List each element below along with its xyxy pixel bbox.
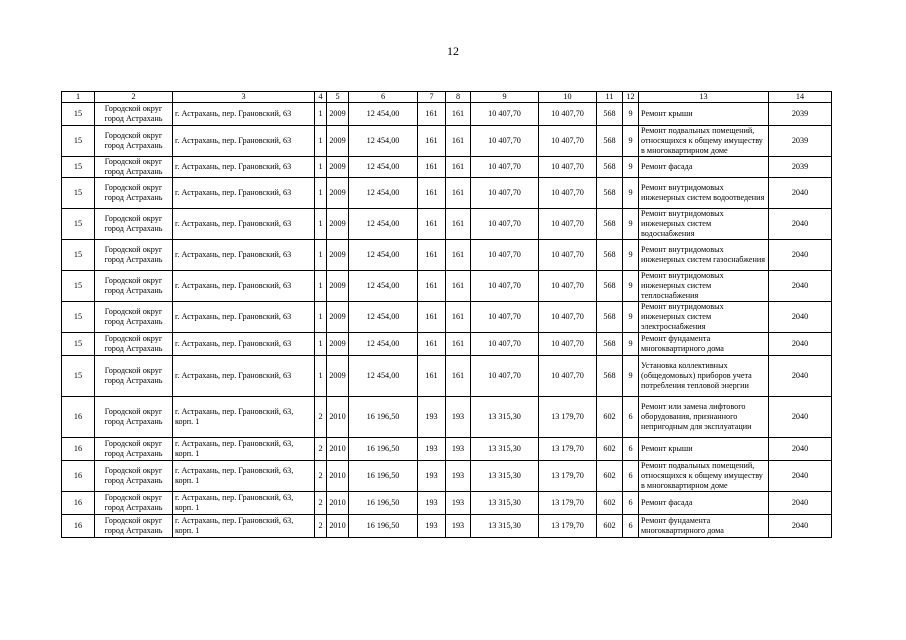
cell-area-residential: 10 407,70 [471,126,539,157]
cell-area-residential: 10 407,70 [471,239,539,270]
cell-row-number: 16 [62,460,95,491]
cell-floors: 6 [623,514,639,537]
cell-municipality: Городской округ город Астрахань [95,332,173,355]
cell-planned-year: 2040 [769,355,832,396]
cell-flats: 602 [597,396,623,437]
cell-planned-year: 2040 [769,437,832,460]
cell-year: 2010 [327,514,349,537]
cell-year: 2009 [327,355,349,396]
cell-planned-year: 2040 [769,177,832,208]
table-row [62,126,832,157]
cell-area-living: 10 407,70 [539,177,597,208]
cell-row-number: 16 [62,396,95,437]
cell-work-type: Ремонт внутридомовых инженерных систем водоснабжения [639,208,769,239]
cell-work-type: Ремонт внутридомовых инженерных систем электроснабжения [639,301,769,332]
cell-area-residential: 10 407,70 [471,355,539,396]
cell-flats: 568 [597,301,623,332]
cell-area-residential: 13 315,30 [471,514,539,537]
cell-premises: 193 [446,514,471,537]
cell-planned-year: 2040 [769,208,832,239]
register-table [61,91,832,538]
cell-residents: 161 [418,355,446,396]
cell-municipality: Городской округ город Астрахань [95,301,173,332]
cell-premises: 161 [446,103,471,126]
cell-planned-year: 2039 [769,126,832,157]
cell-area-living: 10 407,70 [539,301,597,332]
cell-address: г. Астрахань, пер. Грановский, 63 [173,103,315,126]
cell-area-living: 10 407,70 [539,126,597,157]
cell-area-total: 12 454,00 [349,332,418,355]
column-header: 4 [315,92,327,103]
cell-premises: 161 [446,332,471,355]
cell-municipality: Городской округ город Астрахань [95,157,173,178]
cell-work-type: Ремонт внутридомовых инженерных систем газоснабжения [639,239,769,270]
cell-category: 1 [315,332,327,355]
cell-area-living: 13 179,70 [539,396,597,437]
cell-area-residential: 10 407,70 [471,208,539,239]
column-header: 10 [539,92,597,103]
table-row [62,103,832,126]
cell-address: г. Астрахань, пер. Грановский, 63, корп. 1 [173,460,315,491]
cell-residents: 161 [418,270,446,301]
cell-address: г. Астрахань, пер. Грановский, 63, корп. 1 [173,514,315,537]
cell-residents: 193 [418,460,446,491]
cell-year: 2009 [327,103,349,126]
cell-municipality: Городской округ город Астрахань [95,177,173,208]
cell-year: 2010 [327,460,349,491]
cell-category: 1 [315,355,327,396]
cell-floors: 9 [623,270,639,301]
cell-row-number: 15 [62,355,95,396]
cell-year: 2010 [327,437,349,460]
cell-area-living: 10 407,70 [539,332,597,355]
cell-area-total: 12 454,00 [349,177,418,208]
table-row [62,396,832,437]
cell-floors: 9 [623,208,639,239]
cell-area-residential: 13 315,30 [471,396,539,437]
column-header: 8 [446,92,471,103]
cell-row-number: 15 [62,332,95,355]
cell-category: 1 [315,239,327,270]
cell-flats: 568 [597,103,623,126]
cell-area-residential: 13 315,30 [471,491,539,514]
cell-planned-year: 2040 [769,332,832,355]
cell-planned-year: 2040 [769,239,832,270]
cell-residents: 161 [418,208,446,239]
column-header: 12 [623,92,639,103]
cell-work-type: Установка коллективных (общедомовых) приборов учета потребления тепловой энергии [639,355,769,396]
cell-address: г. Астрахань, пер. Грановский, 63, корп. 1 [173,491,315,514]
cell-category: 2 [315,460,327,491]
cell-municipality: Городской округ город Астрахань [95,460,173,491]
cell-residents: 193 [418,514,446,537]
cell-address: г. Астрахань, пер. Грановский, 63, корп. 1 [173,437,315,460]
cell-area-total: 16 196,50 [349,460,418,491]
page-number: 12 [447,44,459,58]
cell-area-residential: 10 407,70 [471,332,539,355]
cell-municipality: Городской округ город Астрахань [95,437,173,460]
header-row [62,92,832,103]
cell-area-total: 12 454,00 [349,126,418,157]
cell-area-residential: 10 407,70 [471,270,539,301]
cell-category: 2 [315,514,327,537]
cell-category: 2 [315,396,327,437]
cell-area-living: 13 179,70 [539,491,597,514]
table-body [62,103,832,538]
cell-residents: 161 [418,126,446,157]
cell-year: 2009 [327,208,349,239]
cell-premises: 161 [446,126,471,157]
cell-premises: 161 [446,355,471,396]
cell-area-total: 12 454,00 [349,239,418,270]
cell-floors: 6 [623,460,639,491]
cell-row-number: 16 [62,514,95,537]
cell-premises: 161 [446,157,471,178]
cell-planned-year: 2040 [769,460,832,491]
cell-area-total: 16 196,50 [349,396,418,437]
cell-category: 1 [315,103,327,126]
cell-municipality: Городской округ город Астрахань [95,103,173,126]
table-row [62,437,832,460]
cell-row-number: 15 [62,103,95,126]
cell-area-total: 16 196,50 [349,491,418,514]
table-row [62,301,832,332]
cell-floors: 6 [623,396,639,437]
cell-area-total: 12 454,00 [349,103,418,126]
cell-residents: 161 [418,301,446,332]
cell-area-residential: 13 315,30 [471,437,539,460]
cell-area-living: 10 407,70 [539,239,597,270]
cell-municipality: Городской округ город Астрахань [95,514,173,537]
cell-area-total: 16 196,50 [349,514,418,537]
cell-year: 2009 [327,270,349,301]
cell-area-residential: 13 315,30 [471,460,539,491]
column-header: 11 [597,92,623,103]
cell-area-living: 13 179,70 [539,437,597,460]
cell-flats: 568 [597,126,623,157]
cell-municipality: Городской округ город Астрахань [95,270,173,301]
cell-residents: 193 [418,491,446,514]
cell-municipality: Городской округ город Астрахань [95,491,173,514]
cell-work-type: Ремонт фундамента многоквартирного дома [639,514,769,537]
column-header: 9 [471,92,539,103]
cell-residents: 161 [418,157,446,178]
cell-year: 2009 [327,157,349,178]
cell-year: 2009 [327,126,349,157]
cell-address: г. Астрахань, пер. Грановский, 63 [173,177,315,208]
cell-area-living: 10 407,70 [539,103,597,126]
cell-category: 2 [315,437,327,460]
cell-area-residential: 10 407,70 [471,301,539,332]
table-row [62,177,832,208]
cell-area-residential: 10 407,70 [471,177,539,208]
cell-municipality: Городской округ город Астрахань [95,208,173,239]
cell-municipality: Городской округ город Астрахань [95,355,173,396]
cell-address: г. Астрахань, пер. Грановский, 63 [173,157,315,178]
table-row [62,460,832,491]
column-header: 14 [769,92,832,103]
cell-work-type: Ремонт подвальных помещений, относящихся к общему имуществу в многоквартирном доме [639,460,769,491]
cell-year: 2009 [327,177,349,208]
cell-year: 2009 [327,332,349,355]
cell-work-type: Ремонт фундамента многоквартирного дома [639,332,769,355]
cell-flats: 568 [597,270,623,301]
table-row [62,514,832,537]
cell-area-total: 12 454,00 [349,208,418,239]
cell-municipality: Городской округ город Астрахань [95,126,173,157]
cell-category: 1 [315,270,327,301]
cell-area-total: 12 454,00 [349,355,418,396]
table-row [62,208,832,239]
cell-area-living: 10 407,70 [539,208,597,239]
cell-work-type: Ремонт фасада [639,491,769,514]
cell-address: г. Астрахань, пер. Грановский, 63 [173,126,315,157]
cell-area-total: 16 196,50 [349,437,418,460]
cell-category: 1 [315,157,327,178]
cell-flats: 568 [597,332,623,355]
cell-area-total: 12 454,00 [349,157,418,178]
cell-row-number: 15 [62,157,95,178]
cell-floors: 6 [623,491,639,514]
cell-category: 1 [315,301,327,332]
cell-planned-year: 2040 [769,491,832,514]
cell-flats: 602 [597,437,623,460]
cell-category: 1 [315,126,327,157]
cell-flats: 602 [597,491,623,514]
column-header: 6 [349,92,418,103]
cell-category: 2 [315,491,327,514]
cell-floors: 9 [623,177,639,208]
cell-work-type: Ремонт подвальных помещений, относящихся к общему имуществу в многоквартирном доме [639,126,769,157]
cell-premises: 193 [446,491,471,514]
cell-category: 1 [315,208,327,239]
cell-premises: 161 [446,301,471,332]
cell-residents: 161 [418,332,446,355]
cell-address: г. Астрахань, пер. Грановский, 63 [173,239,315,270]
cell-area-living: 10 407,70 [539,270,597,301]
cell-work-type: Ремонт или замена лифтового оборудования, признанного непригодным для эксплуатации [639,396,769,437]
cell-area-living: 10 407,70 [539,157,597,178]
cell-municipality: Городской округ город Астрахань [95,239,173,270]
cell-year: 2009 [327,239,349,270]
cell-premises: 161 [446,239,471,270]
cell-premises: 161 [446,177,471,208]
cell-address: г. Астрахань, пер. Грановский, 63 [173,301,315,332]
table-row [62,355,832,396]
cell-residents: 193 [418,396,446,437]
cell-floors: 9 [623,301,639,332]
cell-residents: 161 [418,103,446,126]
cell-area-total: 12 454,00 [349,270,418,301]
table-row [62,239,832,270]
cell-year: 2010 [327,396,349,437]
cell-row-number: 16 [62,491,95,514]
cell-address: г. Астрахань, пер. Грановский, 63 [173,355,315,396]
cell-floors: 9 [623,126,639,157]
cell-municipality: Городской округ город Астрахань [95,396,173,437]
cell-row-number: 15 [62,239,95,270]
cell-area-living: 13 179,70 [539,460,597,491]
cell-planned-year: 2039 [769,103,832,126]
table-row [62,332,832,355]
cell-address: г. Астрахань, пер. Грановский, 63, корп. 1 [173,396,315,437]
cell-flats: 568 [597,355,623,396]
cell-premises: 193 [446,437,471,460]
column-header: 13 [639,92,769,103]
cell-work-type: Ремонт внутридомовых инженерных систем теплоснабжения [639,270,769,301]
cell-premises: 193 [446,396,471,437]
cell-area-residential: 10 407,70 [471,103,539,126]
cell-flats: 602 [597,460,623,491]
column-header: 1 [62,92,95,103]
cell-flats: 602 [597,514,623,537]
cell-floors: 9 [623,157,639,178]
cell-planned-year: 2040 [769,514,832,537]
cell-area-living: 10 407,70 [539,355,597,396]
cell-year: 2009 [327,301,349,332]
cell-row-number: 15 [62,301,95,332]
cell-work-type: Ремонт внутридомовых инженерных систем водоотведения [639,177,769,208]
cell-residents: 161 [418,239,446,270]
cell-work-type: Ремонт фасада [639,157,769,178]
cell-floors: 6 [623,437,639,460]
cell-flats: 568 [597,157,623,178]
column-header: 3 [173,92,315,103]
cell-flats: 568 [597,177,623,208]
cell-floors: 9 [623,103,639,126]
cell-address: г. Астрахань, пер. Грановский, 63 [173,208,315,239]
cell-work-type: Ремонт крыши [639,437,769,460]
cell-row-number: 15 [62,270,95,301]
cell-premises: 193 [446,460,471,491]
cell-address: г. Астрахань, пер. Грановский, 63 [173,270,315,301]
cell-category: 1 [315,177,327,208]
cell-planned-year: 2040 [769,396,832,437]
column-header: 7 [418,92,446,103]
cell-row-number: 15 [62,126,95,157]
cell-planned-year: 2040 [769,270,832,301]
cell-flats: 568 [597,208,623,239]
cell-area-living: 13 179,70 [539,514,597,537]
cell-area-residential: 10 407,70 [471,157,539,178]
cell-planned-year: 2040 [769,301,832,332]
column-header: 2 [95,92,173,103]
cell-premises: 161 [446,270,471,301]
table-row [62,157,832,178]
cell-floors: 9 [623,332,639,355]
cell-address: г. Астрахань, пер. Грановский, 63 [173,332,315,355]
cell-residents: 193 [418,437,446,460]
cell-residents: 161 [418,177,446,208]
cell-planned-year: 2039 [769,157,832,178]
column-header: 5 [327,92,349,103]
cell-premises: 161 [446,208,471,239]
cell-floors: 9 [623,355,639,396]
cell-row-number: 15 [62,177,95,208]
table-row [62,270,832,301]
cell-year: 2010 [327,491,349,514]
cell-row-number: 16 [62,437,95,460]
cell-row-number: 15 [62,208,95,239]
cell-area-total: 12 454,00 [349,301,418,332]
cell-floors: 9 [623,239,639,270]
cell-flats: 568 [597,239,623,270]
table-row [62,491,832,514]
cell-work-type: Ремонт крыши [639,103,769,126]
